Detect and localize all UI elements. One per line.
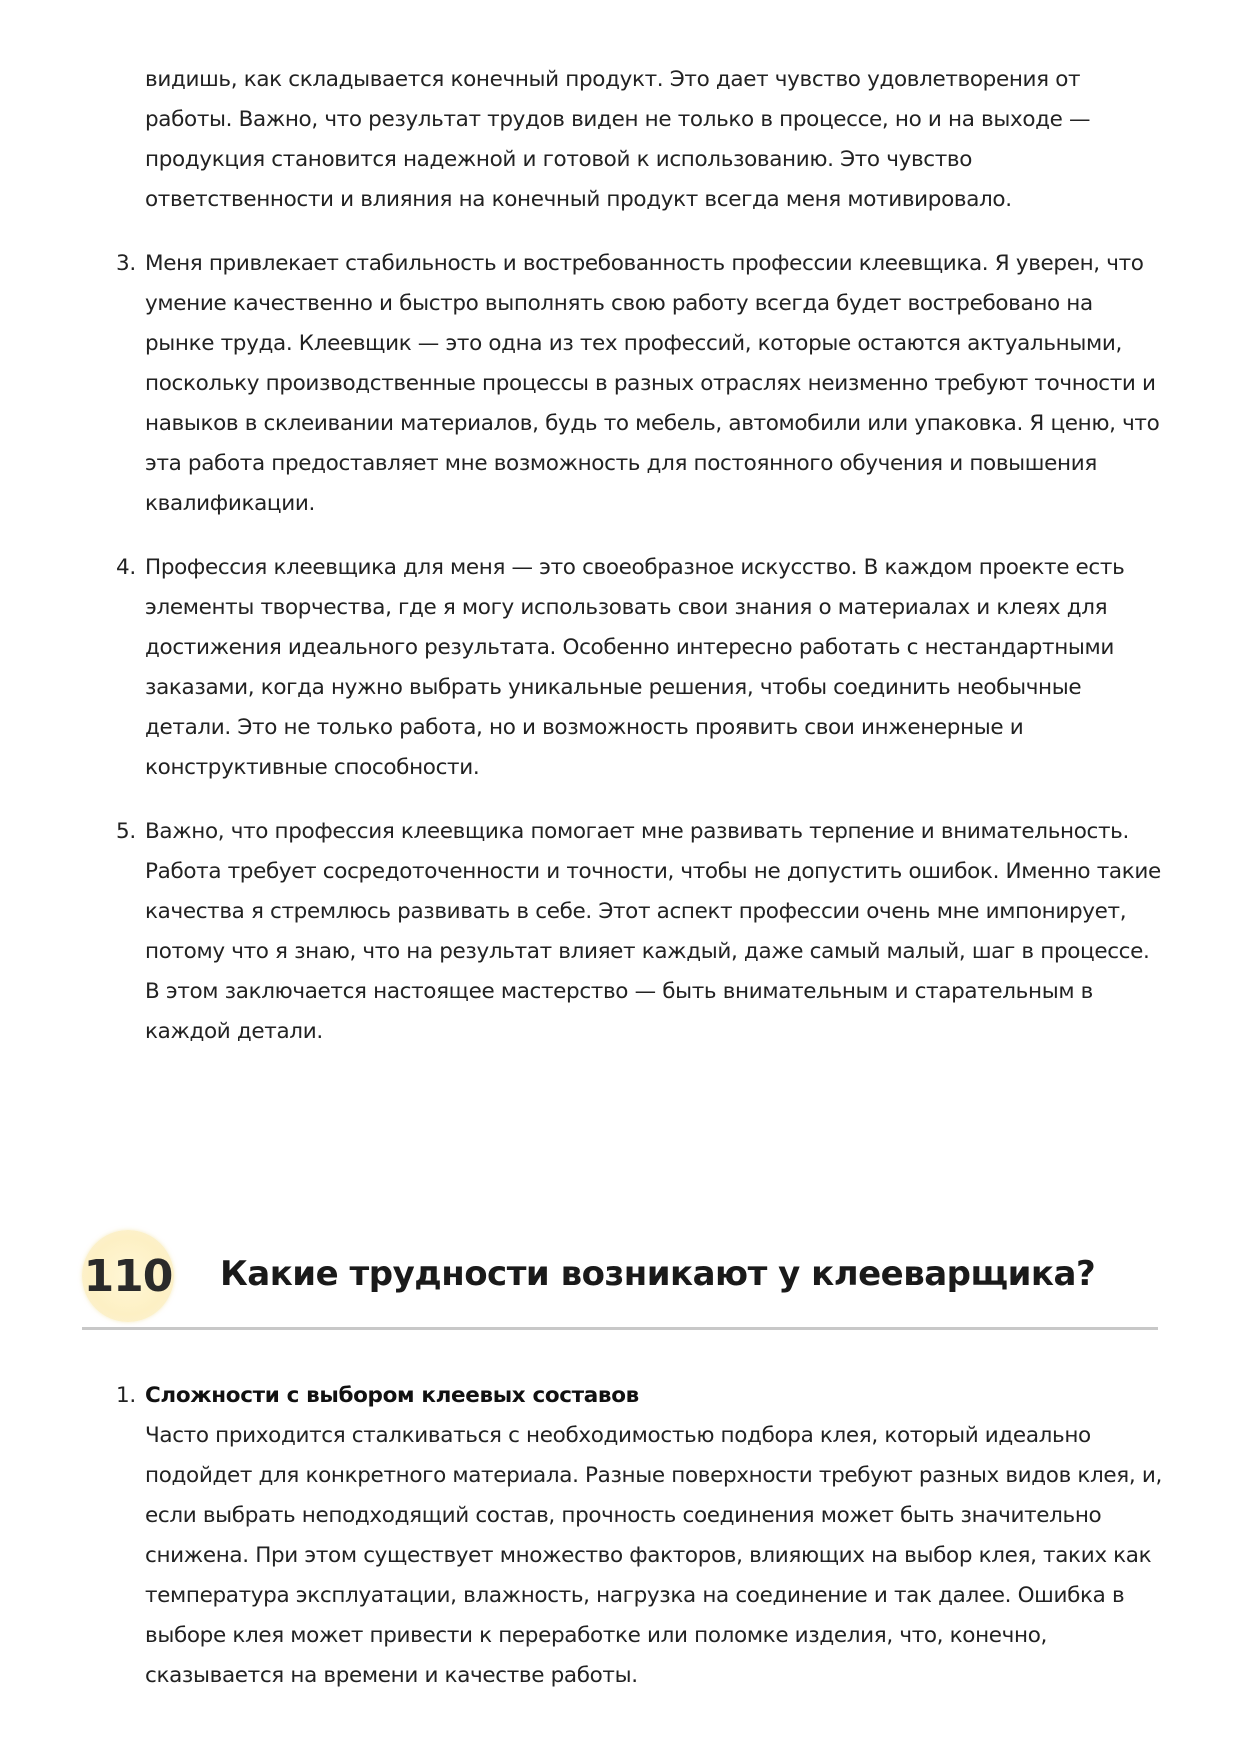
list-item-body xyxy=(145,1376,1162,1696)
list-item-number: 4. xyxy=(116,555,136,580)
list-item-text: видишь, как складывается конечный продукт. Это дает чувство удовлетворения от работы. Важно, что результат трудов виден не только в процессе, но и на выходе — продукция становится надежной и готовой к использованию. Это чувство ответственности и влияния на конечный продукт всегда меня мотивировало. xyxy=(145,67,1091,212)
section-number: 110 xyxy=(83,1250,173,1302)
list-item-continued xyxy=(116,60,1162,220)
list-item-text: Меня привлекает стабильность и востребованность профессии клеевщика. Я уверен, что умение качественно и быстро выполнять свою работу всегда будет востребовано на рынке труда. Клеевщик — это одна из тех профессий, которые остаются актуальными, поскольку производственные процессы в разных отраслях неизменно требуют точности и навыков в склеивании материалов, будь то мебель, автомобили или упаковка. Я ценю, что эта работа предоставляет мне возможность для постоянного обучения и повышения квалификации. xyxy=(145,251,1160,516)
list-item-title: Сложности с выбором клеевых составов xyxy=(145,1383,639,1408)
list-item-number: 5. xyxy=(116,819,136,844)
list-item-text: Важно, что профессия клеевщика помогает мне развивать терпение и внимательность. Работа требует сосредоточенности и точности, чтобы не допустить ошибок. Именно такие качества я стремлюсь развивать в себе. Этот аспект профессии очень мне импонирует, потому что я знаю, что на результат влияет каждый, даже самый малый, шаг в процессе. В этом заключается настоящее мастерство — быть внимательным и старательным в каждой детали. xyxy=(145,819,1161,1044)
list-item-text: Часто приходится сталкиваться с необходимостью подбора клея, который идеально подойдет для конкретного материала. Разные поверхности требуют разных видов клея, и, если выбрать неподходящий состав, прочность соединения может быть значительно снижена. При этом существует множество факторов, влияющих на выбор клея, таких как температура эксплуатации, влажность, нагрузка на соединение и так далее. Ошибка в выборе клея может привести к переработке или поломке изделия, что, конечно, сказывается на времени и качестве работы. xyxy=(145,1423,1162,1688)
list-item-difficulty-1 xyxy=(116,1376,1162,1696)
section-divider xyxy=(82,1327,1158,1330)
section-number-badge xyxy=(82,1230,174,1322)
section-title: Какие трудности возникают у клееварщика? xyxy=(220,1254,1096,1294)
list-item-number: 1. xyxy=(116,1383,136,1408)
list-item-4 xyxy=(116,548,1162,788)
list-item-text: Профессия клеевщика для меня — это своеобразное искусство. В каждом проекте есть элементы творчества, где я могу использовать свои знания о материалах и клеях для достижения идеального результата. Особенно интересно работать с нестандартными заказами, когда нужно выбрать уникальные решения, чтобы соединить необычные детали. Это не только работа, но и возможность проявить свои инженерные и конструктивные способности. xyxy=(145,555,1125,780)
list-item-number: 3. xyxy=(116,251,136,276)
section-header xyxy=(82,1230,1158,1322)
list-item-5 xyxy=(116,812,1162,1052)
list-item-3 xyxy=(116,244,1162,524)
